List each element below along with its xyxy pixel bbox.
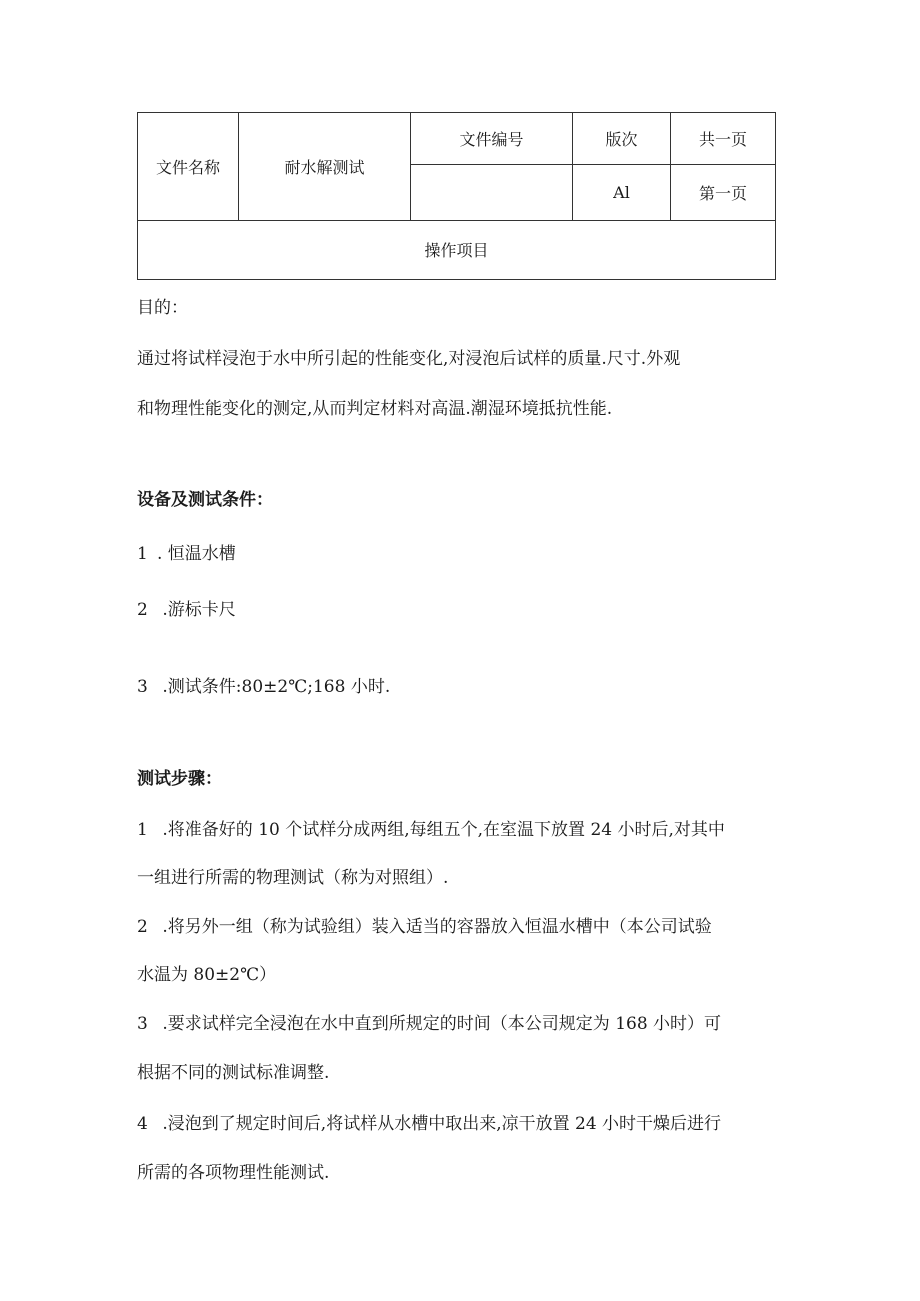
step-text: .将另外一组（称为试验组）装入适当的容器放入恒温水槽中（本公司试验 (157, 917, 712, 937)
equipment-item-3 (137, 675, 390, 699)
equipment-item-text: .测试条件:80±2℃;168 小时. (157, 677, 391, 697)
version-label: 版次 (573, 113, 671, 165)
equipment-heading: 设备及测试条件： (137, 490, 273, 510)
equipment-item-1 (137, 542, 236, 566)
step-number: 1 (137, 820, 148, 840)
file-name-value: 耐水解测试 (239, 113, 411, 221)
step-1-line-2: 一组进行所需的物理测试（称为对照组）. (137, 868, 449, 888)
step-3-line-2: 根据不同的测试标准调整. (137, 1063, 330, 1083)
version-value: Al (573, 165, 671, 220)
step-text: .浸泡到了规定时间后,将试样从水槽中取出来,凉干放置 24 小时干燥后进行 (157, 1114, 722, 1134)
file-name-label: 文件名称 (138, 113, 239, 221)
purpose-line-2: 和物理性能变化的测定,从而判定材料对高温.潮湿环境抵抗性能. (137, 399, 613, 419)
equipment-item-text: .游标卡尺 (157, 600, 236, 620)
step-4-line-2: 所需的各项物理性能测试. (137, 1163, 330, 1183)
equipment-item-2 (137, 598, 236, 622)
equipment-item-text: . 恒温水槽 (157, 544, 236, 564)
file-number-value (411, 165, 573, 220)
operation-item-title: 操作项目 (138, 220, 776, 279)
equipment-item-number: 3 (137, 677, 148, 697)
total-pages: 共一页 (671, 113, 776, 165)
equipment-item-number: 2 (137, 600, 148, 620)
file-number-label: 文件编号 (411, 113, 573, 165)
step-number: 3 (137, 1014, 148, 1034)
step-number: 2 (137, 917, 148, 937)
header-table (137, 112, 776, 280)
step-2-line-2: 水温为 80±2℃） (137, 965, 277, 985)
step-2-line-1 (137, 915, 712, 939)
steps-heading: 测试步骤： (137, 769, 222, 789)
page-number: 第一页 (671, 165, 776, 220)
equipment-item-number: 1 (137, 544, 148, 564)
step-text: .要求试样完全浸泡在水中直到所规定的时间（本公司规定为 168 小时）可 (157, 1014, 722, 1034)
step-number: 4 (137, 1114, 148, 1134)
step-3-line-1 (137, 1012, 721, 1036)
step-text: .将准备好的 10 个试样分成两组,每组五个,在室温下放置 24 小时后,对其中 (157, 820, 725, 840)
purpose-heading: 目的： (137, 298, 188, 318)
step-1-line-1 (137, 818, 725, 842)
step-4-line-1 (137, 1112, 721, 1136)
purpose-line-1: 通过将试样浸泡于水中所引起的性能变化,对浸泡后试样的质量.尺寸.外观 (137, 349, 681, 369)
